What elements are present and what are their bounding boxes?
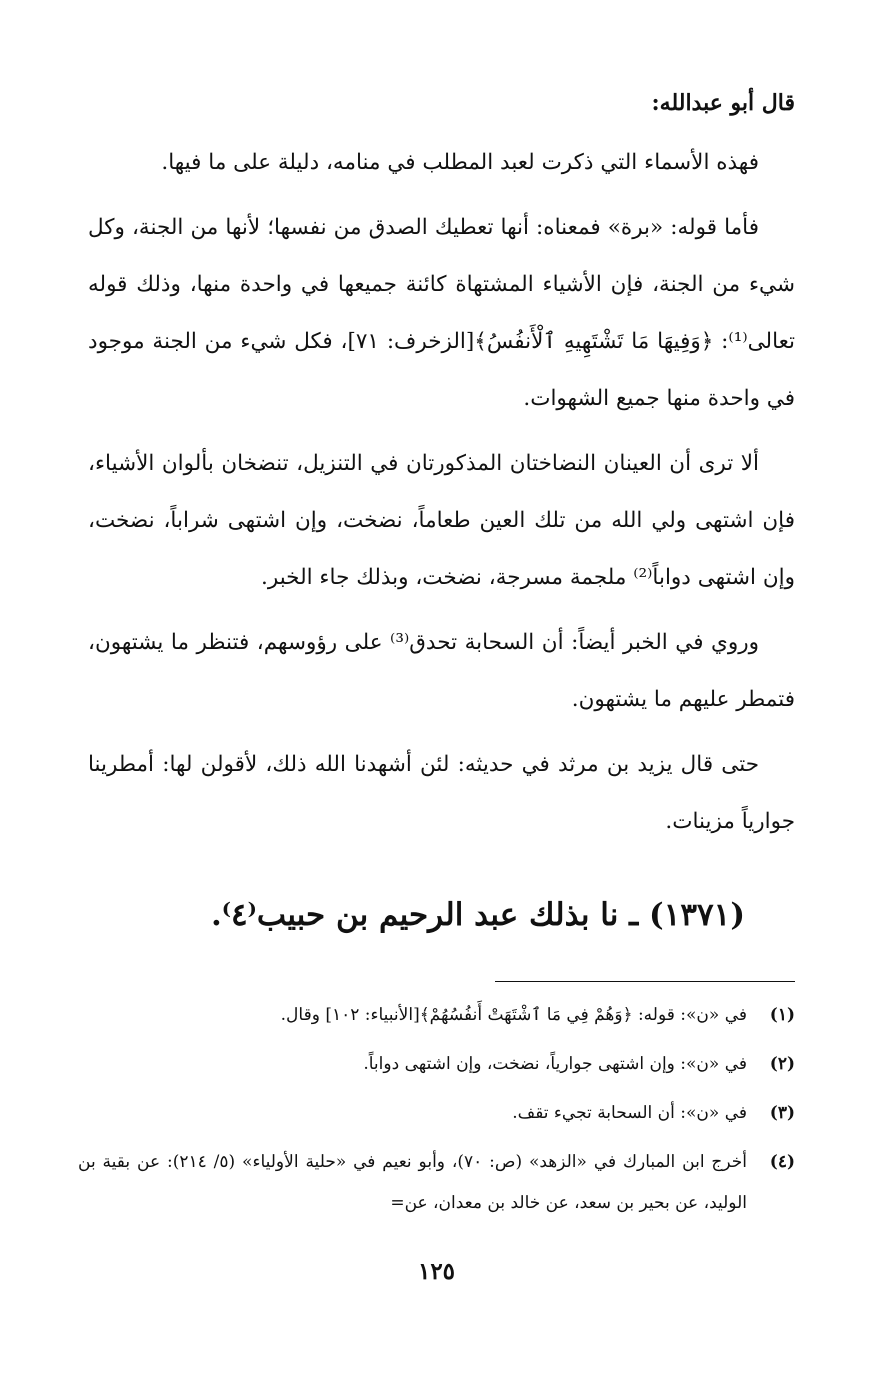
section-heading: قال أبو عبدالله: bbox=[651, 90, 795, 116]
paragraph: ألا ترى أن العينان النضاختان المذكورتان في التنزيل، تنضخان بألوان الأشياء، فإن اشتهى ولي الله من تلك العين طعاماً، نضخت، وإن اشتهى شراباً، نضخت، وإن اشتهى دواباً⁽²⁾ ملجمة مسرجة، نضخت، وبذلك جاء الخبر. bbox=[88, 451, 795, 590]
footnote-number: (٢) bbox=[769, 1054, 795, 1074]
footnote-number: (٣) bbox=[769, 1103, 795, 1123]
footnote-item bbox=[78, 995, 795, 1036]
page-number: ١٢٥ bbox=[417, 1258, 456, 1285]
main-text bbox=[88, 76, 795, 858]
footnote-item bbox=[78, 1142, 795, 1224]
footnote-divider bbox=[495, 981, 795, 982]
paragraph: فأما قوله: «برة» فمعناه: أنها تعطيك الصدق من نفسها؛ لأنها من الجنة، وكل شيء من الجنة، فإن الأشياء المشتهاة كائنة جميعها في واحدة منها، وذلك قوله تعالى⁽¹⁾: ﴿وَفِيهَا مَا تَشْتَهِيهِ ٱلْأَنفُسُ﴾[الزخرف: ٧١]، فكل شيء من الجنة موجود في واحدة منها جميع الشهوات. bbox=[88, 215, 796, 411]
footnote-number: (١) bbox=[769, 1005, 795, 1025]
footnote-item bbox=[78, 1093, 795, 1134]
footnote-text: في «ن»: وإن اشتهى جوارياً، نضخت، وإن اشتهى دواباً. bbox=[363, 1054, 747, 1074]
footnote-text: أخرج ابن المبارك في «الزهد» (ص: ٧٠)، وأبو نعيم في «حلية الأولياء» (٥/ ٢١٤): عن بقية بن الوليد، عن بحير بن سعد، عن خالد بن معدان، عن= bbox=[78, 1152, 748, 1213]
paragraph: حتى قال يزيد بن مرثد في حديثه: لئن أشهدنا الله ذلك، لأقولن لها: أمطرينا جوارياً مزينات. bbox=[88, 752, 795, 834]
footnote-number: (٤) bbox=[769, 1152, 795, 1172]
paragraph: وروي في الخبر أيضاً: أن السحابة تحدق⁽³⁾ على رؤوسهم، فتنظر ما يشتهون، فتمطر عليهم ما يشتهون. bbox=[88, 630, 795, 712]
footnote-item bbox=[78, 1044, 795, 1085]
footnotes bbox=[78, 995, 795, 1232]
footnote-text: في «ن»: أن السحابة تجيء تقف. bbox=[512, 1103, 747, 1123]
footnote-text: في «ن»: قوله: ﴿وَهُمْ فِي مَا ٱشْتَهَتْ أَنفُسُهُمْ﴾[الأنبياء: ١٠٢] وقال. bbox=[280, 1005, 747, 1025]
paragraph: فهذه الأسماء التي ذكرت لعبد المطلب في منامه، دليلة على ما فيها. bbox=[161, 150, 759, 175]
hadith-chain-heading: (١٣٧١) ـ نا بذلك عبد الرحيم بن حبيب⁽٤⁾. bbox=[210, 897, 745, 933]
